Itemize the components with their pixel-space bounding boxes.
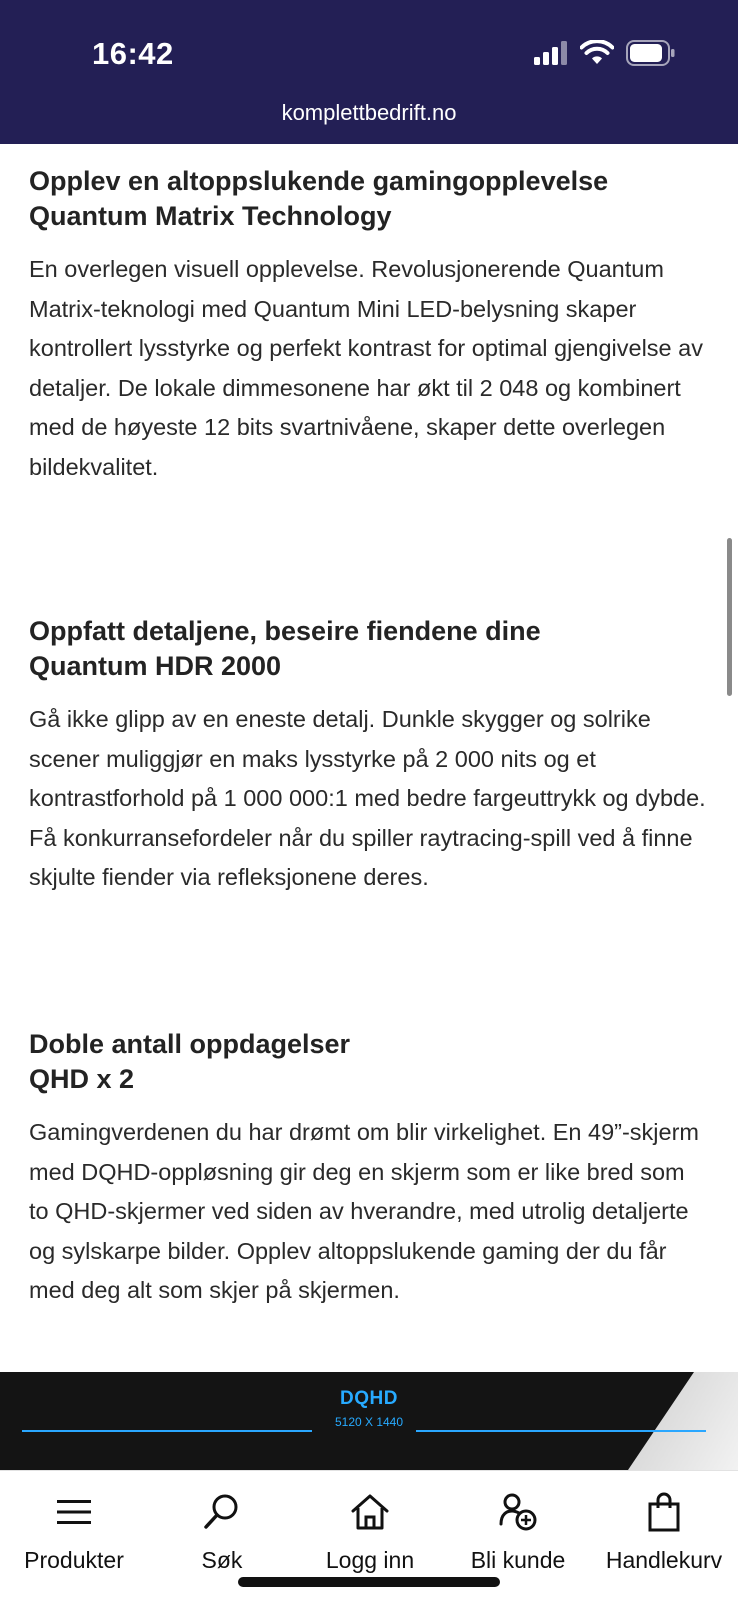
- section-heading: [29, 614, 709, 684]
- feature-section: [29, 1027, 709, 1311]
- section-body: Gamingverdenen du har drømt om blir virkelighet. En 49”-skjerm med DQHD-oppløsning gir deg en skjerm som er like bred som to QHD-skjermer ved siden av hverandre, med utrolig detaljerte og sylskarpe bilder. Opplev altoppslukende gaming der du får med deg alt som skjer på skjermen.: [29, 1119, 700, 1303]
- home-icon: [350, 1491, 390, 1533]
- shopping-bag-icon: [646, 1491, 682, 1533]
- nav-item-sok[interactable]: [148, 1471, 296, 1581]
- nav-label: Søk: [201, 1547, 243, 1573]
- page-scrollbar[interactable]: [727, 538, 732, 696]
- feature-section: [29, 614, 709, 898]
- section-heading-line2: Quantum Matrix Technology: [29, 201, 392, 231]
- nav-label: Handlekurv: [605, 1547, 723, 1573]
- banner-subtitle: 5120 X 1440: [334, 1415, 404, 1429]
- nav-label: Produkter: [24, 1547, 124, 1573]
- status-icons: [534, 40, 676, 70]
- nav-item-handlekurv[interactable]: [590, 1471, 738, 1581]
- search-icon: [202, 1491, 242, 1533]
- nav-item-logg-inn[interactable]: [296, 1471, 444, 1581]
- add-user-icon: [498, 1491, 538, 1533]
- status-time: 16:42: [92, 36, 174, 71]
- section-heading-line1: Oppfatt detaljene, beseire fiendene dine: [29, 616, 541, 646]
- section-heading-line2: Quantum HDR 2000: [29, 651, 282, 681]
- menu-icon: [55, 1491, 93, 1533]
- signal-icon: [534, 41, 568, 70]
- section-heading: [29, 164, 709, 234]
- address-bar-url[interactable]: komplettbedrift.no: [281, 100, 457, 125]
- nav-label: Logg inn: [325, 1547, 415, 1573]
- banner-line-right: [416, 1430, 706, 1432]
- section-heading-line2: QHD x 2: [29, 1064, 135, 1094]
- banner-title: DQHD: [340, 1388, 398, 1409]
- section-heading-line1: Doble antall oppdagelser: [29, 1029, 351, 1059]
- feature-section: [29, 164, 709, 487]
- section-body: En overlegen visuell opplevelse. Revolusjonerende Quantum Matrix-teknologi med Quantum Mini LED-belysning skaper kontrollert lysstyrke og perfekt kontrast for optimal gjengivelse av detaljer. De lokale dimmesonene har økt til 2 048 og kombinert med de høyeste 12 bits svartnivåene, skaper dette overlegen bildekvalitet.: [29, 256, 703, 480]
- nav-item-bli-kunde[interactable]: [444, 1471, 592, 1581]
- nav-label: Bli kunde: [470, 1547, 566, 1573]
- wifi-icon: [580, 40, 614, 71]
- product-image-banner: [0, 1372, 738, 1470]
- banner-line-left: [22, 1430, 312, 1432]
- home-indicator[interactable]: [238, 1577, 500, 1587]
- browser-header: [0, 0, 738, 144]
- section-heading-line1: Opplev en altoppslukende gamingopplevelse: [29, 166, 609, 196]
- nav-item-produkter[interactable]: [0, 1471, 148, 1581]
- battery-icon: [626, 40, 676, 71]
- section-heading: [29, 1027, 709, 1097]
- section-body: Gå ikke glipp av en eneste detalj. Dunkle skygger og solrike scener muliggjør en maks lysstyrke på 2 000 nits og et kontrastforhold på 1 000 000:1 med bedre fargeuttrykk og dybde. Få konkurransefordeler når du spiller raytracing-spill ved å finne skjulte fiender via refleksjonene deres.: [29, 706, 706, 890]
